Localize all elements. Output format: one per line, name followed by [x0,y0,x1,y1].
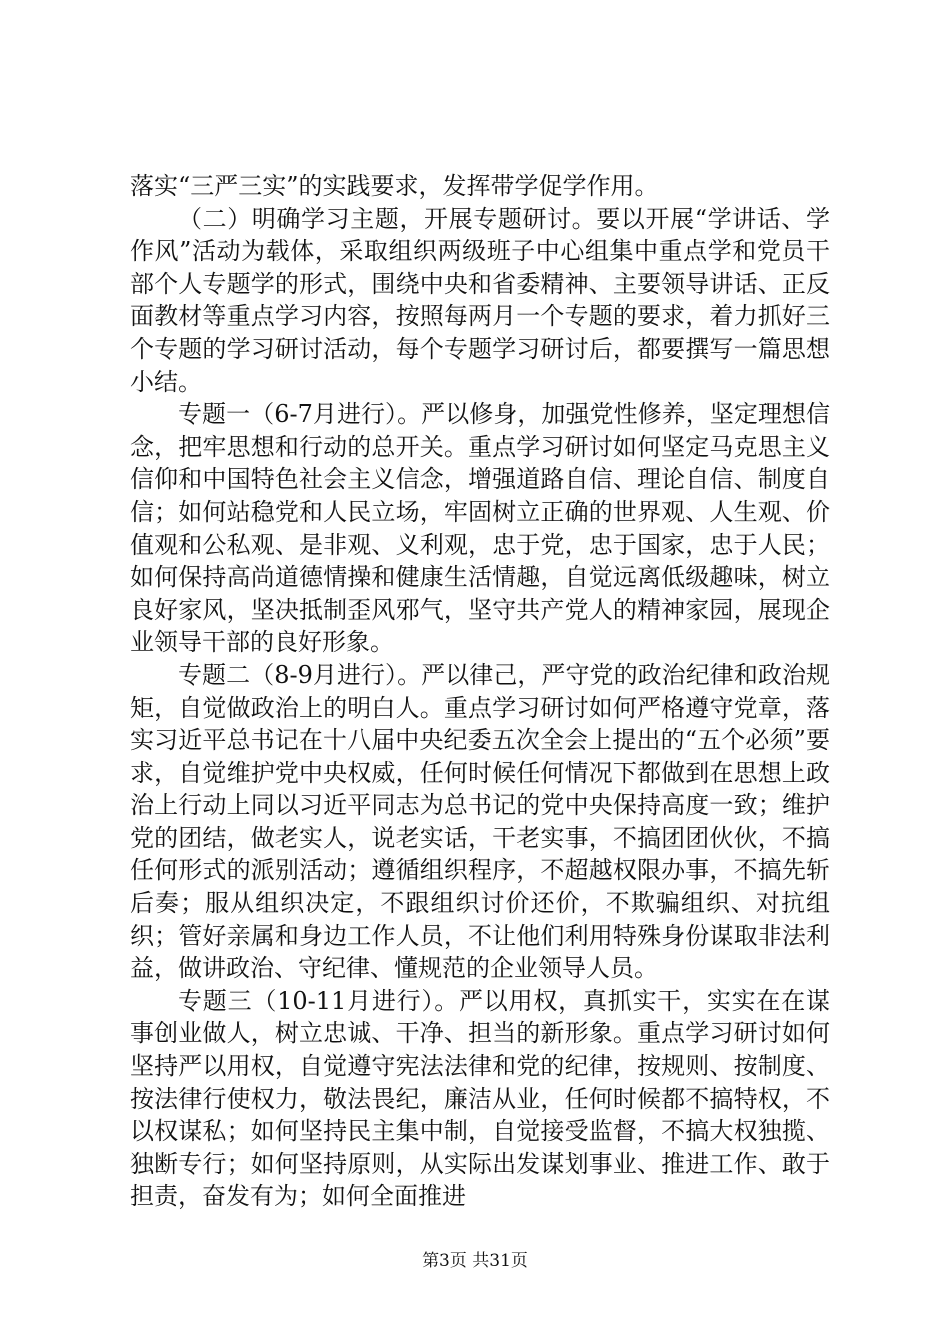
paragraph-topic-one: 专题一（6-7月进行）。严以修身，加强党性修养，坚定理想信念，把牢思想和行动的总开关。重点学习研讨如何坚定马克思主义信仰和中国特色社会主义信念，增强道路自信、理论自信、制度自信；如何站稳党和人民立场，牢固树立正确的世界观、人生观、价值观和公私观、是非观、义利观，忠于党，忠于国家，忠于人民；如何保持高尚道德情操和健康生活情趣，自觉远离低级趣味，树立良好家风，坚决抵制歪风邪气，坚守共产党人的精神家园，展现企业领导干部的良好形象。 [130,400,830,657]
paragraph-topic-two: 专题二（8-9月进行）。严以律己，严守党的政治纪律和政治规矩，自觉做政治上的明白人。重点学习研讨如何严格遵守党章，落实习近平总书记在十八届中央纪委五次全会上提出的“五个必须”要求，自觉维护党中央权威，任何时候任何情况下都做到在思想上政治上行动上同以习近平同志为总书记的党中央保持高度一致；维护党的团结，做老实人，说老实话，干老实事，不搞团团伙伙，不搞任何形式的派别活动；遵循组织程序，不超越权限办事，不搞先斩后奏；服从组织决定，不跟组织讨价还价，不欺骗组织、对抗组织；管好亲属和身边工作人员，不让他们利用特殊身份谋取非法利益，做讲政治、守纪律、懂规范的企业领导人员。 [130,660,830,983]
paragraph-study-theme: （二）明确学习主题，开展专题研讨。要以开展“学讲话、学作风”活动为载体，采取组织两级班子中心组集中重点学和党员干部个人专题学的形式，围绕中央和省委精神、主要领导讲话、正反面教材等重点学习内容，按照每两月一个专题的要求，着力抓好三个专题的学习研讨活动，每个专题学习研讨后，都要撰写一篇思想小结。 [130,204,830,396]
paragraph-continuation: 落实“三严三实”的实践要求，发挥带学促学作用。 [130,172,659,200]
page-number-footer: 第3页 共31页 [422,1251,528,1271]
document-body [130,170,830,1213]
paragraph-topic-three: 专题三（10-11月进行）。严以用权，真抓实干，实实在在谋事创业做人，树立忠诚、干净、担当的新形象。重点学习研讨如何坚持严以用权，自觉遵守宪法法律和党的纪律，按规则、按制度、按法律行使权力，敬法畏纪，廉洁从业，任何时候都不搞特权，不以权谋私；如何坚持民主集中制，自觉接受监督，不搞大权独揽、独断专行；如何坚持原则，从实际出发谋划事业、推进工作、敢于担责，奋发有为；如何全面推进 [130,986,830,1211]
